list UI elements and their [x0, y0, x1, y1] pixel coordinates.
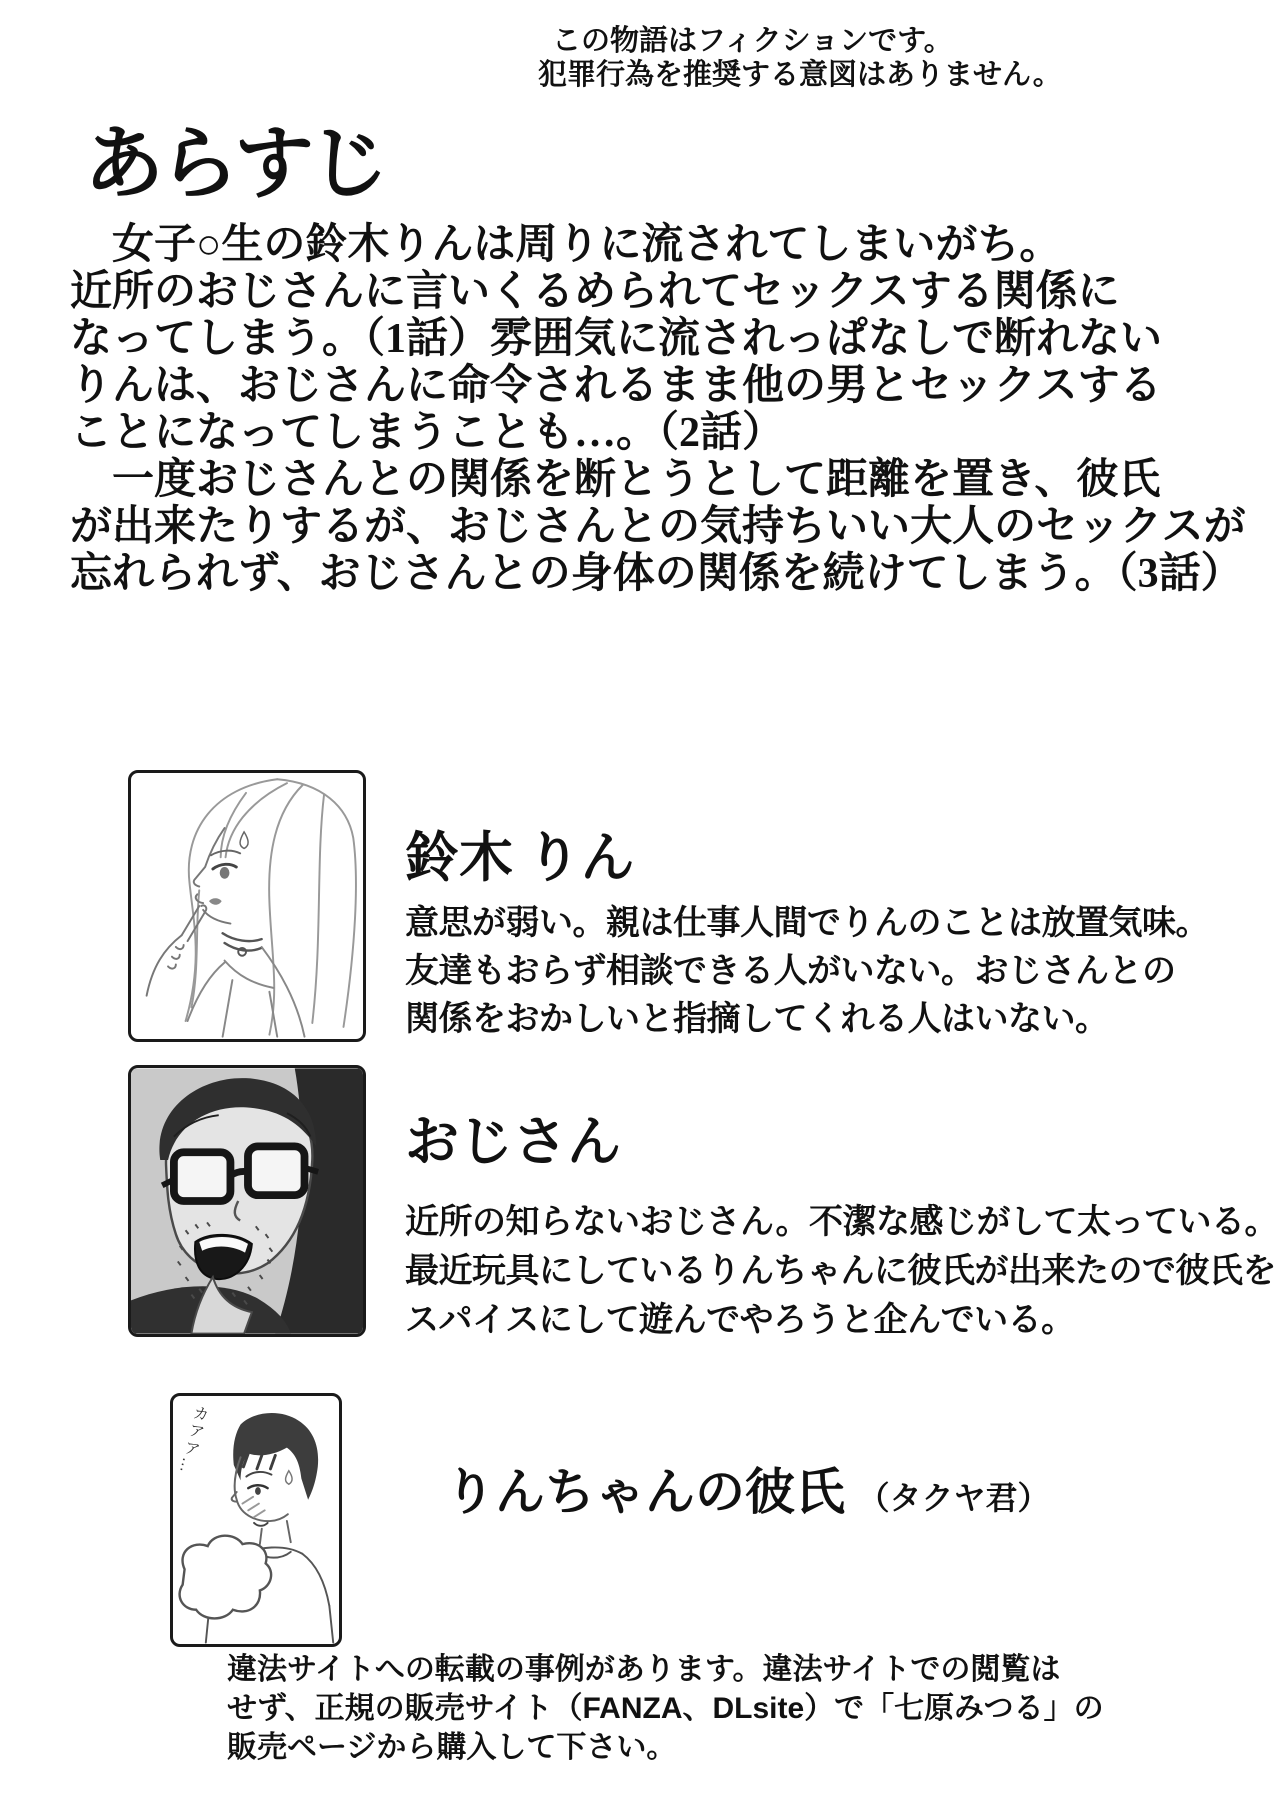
ojisan-portrait — [128, 1065, 366, 1337]
fiction-disclaimer — [538, 24, 1062, 92]
rin-desc-line: 友達もおらず相談できる人がいない。おじさんとの — [405, 953, 1176, 990]
boyfriend-name-main: りんちゃんの彼氏 — [445, 1464, 845, 1520]
synopsis-line: 忘れられず、おじさんとの身体の関係を続けてしまう。（3話） — [70, 551, 1243, 597]
rin-desc-line: 関係をおかしいと指摘してくれる人はいない。 — [405, 1001, 1109, 1038]
synopsis-line: 一度おじさんとの関係を断とうとして距離を置き、彼氏 — [70, 457, 1161, 503]
rin-portrait-sketch — [131, 773, 363, 1039]
piracy-warning-line: せず、正規の販売サイト（FANZA、DLsite）で「七原みつる」の — [227, 1692, 1104, 1725]
synopsis-line: ことになってしまうことも…。（2話） — [70, 410, 785, 456]
rin-name: 鈴木 りん — [405, 828, 635, 888]
rin-desc-line: 意思が弱い。親は仕事人間でりんのことは放置気味。 — [405, 905, 1209, 942]
disclaimer-line-2: 犯罪行為を推奨する意図はありません。 — [538, 59, 1062, 91]
piracy-warning — [227, 1650, 1104, 1767]
ojisan-desc-line: 近所の知らないおじさん。不潔な感じがして太っている。 — [405, 1204, 1279, 1241]
synopsis-line: が出来たりするが、おじさんとの気持ちいい大人のセックスが — [70, 504, 1246, 550]
ojisan-portrait-sketch — [131, 1068, 363, 1334]
ojisan-name: おじさん — [405, 1112, 621, 1172]
ojisan-desc-line: 最近玩具にしているりんちゃんに彼氏が出来たので彼氏を — [405, 1253, 1276, 1290]
boyfriend-name — [445, 1462, 1050, 1528]
rin-portrait — [128, 770, 366, 1042]
synopsis-line: 近所のおじさんに言いくるめられてセックスする関係に — [70, 269, 1120, 315]
boyfriend-name-suffix: （タクヤ君） — [857, 1480, 1050, 1516]
ojisan-desc-line: スパイスにして遊んでやろうと企んでいる。 — [405, 1302, 1075, 1339]
synopsis-line: 女子○生の鈴木りんは周りに流されてしまいがち。 — [70, 222, 1062, 268]
page-title: あらすじ — [84, 119, 384, 208]
boyfriend-portrait — [170, 1393, 342, 1647]
synopsis-line: りんは、おじさんに命令されるまま他の男とセックスする — [70, 363, 1162, 409]
rin-description — [405, 900, 1209, 1044]
synopsis-text — [70, 222, 1246, 598]
piracy-warning-line: 違法サイトへの転載の事例があります。違法サイトでの閲覧は — [227, 1653, 1061, 1686]
piracy-warning-line: 販売ページから購入して下さい。 — [227, 1731, 677, 1764]
disclaimer-line-1: この物語はフィクションです。 — [552, 25, 953, 57]
ojisan-description — [405, 1198, 1278, 1345]
blush-sfx-text: カアア… — [175, 1403, 210, 1477]
synopsis-line: なってしまう。（1話）雰囲気に流されっぱなしで断れない — [70, 316, 1163, 362]
